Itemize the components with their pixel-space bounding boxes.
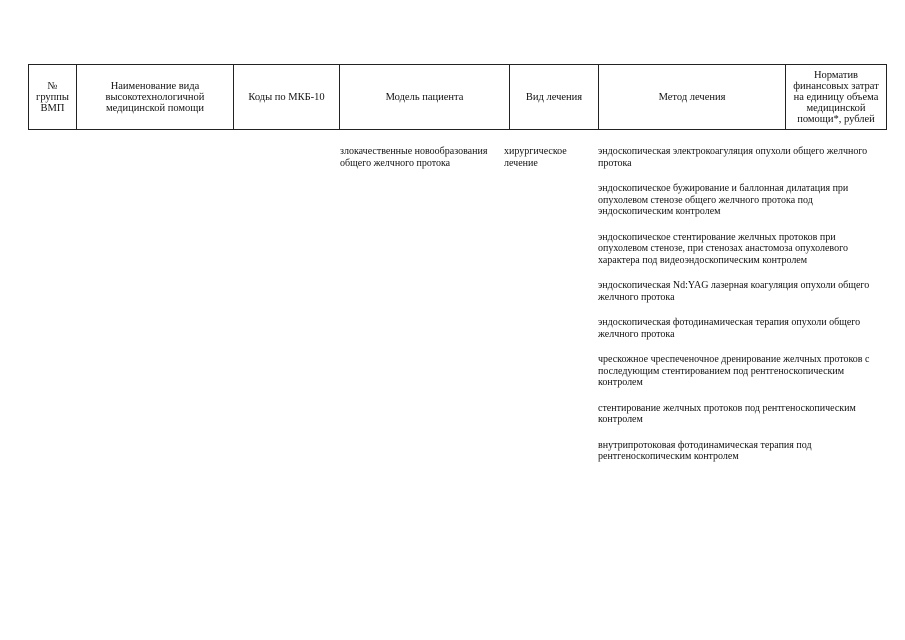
treatment-method-item: чрескожное чреспеченочное дренирование желчных протоков с последующим стентированием под рентгеноскопическим контролем xyxy=(598,354,870,388)
patient-model-cell: злокачественные новообразования общего желчного протока xyxy=(340,146,488,169)
treatment-kind-cell: хирургическое лечение xyxy=(504,146,567,169)
treatment-method-item: эндоскопическая электрокоагуляция опухоли общего желчного протока xyxy=(598,146,868,169)
treatment-method-item: стентирование желчных протоков под рентгеноскопическим контролем xyxy=(598,402,856,425)
header-patient-model: Модель пациента xyxy=(340,65,510,130)
header-table xyxy=(28,64,887,130)
treatment-method-item: внутрипротоковая фотодинамическая терапия под рентгеноскопическим контролем xyxy=(598,439,812,462)
treatment-method-item: эндоскопическая фотодинамическая терапия опухоли общего желчного протока xyxy=(598,317,861,340)
header-treatment-method: Метод лечения xyxy=(599,65,786,130)
header-care-type-name: Наименование вида высокотехнологичной медицинской помощи xyxy=(77,65,234,130)
treatment-method-item: эндоскопическое бужирование и баллонная дилатация при опухолевом стенозе общего желчного протока под эндоскопическим контролем xyxy=(598,183,849,217)
treatment-method-item: эндоскопическая Nd:YAG лазерная коагуляция опухоли общего желчного протока xyxy=(598,280,870,303)
treatment-method-item: эндоскопическое стентирование желчных протоков при опухолевом стенозе, при стенозах анастомоза опухолевого характера под видеоэндоскопическим контролем xyxy=(598,231,848,266)
header-treatment-kind: Вид лечения xyxy=(510,65,599,130)
header-icd-codes: Коды по МКБ-10 xyxy=(234,65,340,130)
header-group-number: № группы ВМП xyxy=(29,65,77,130)
header-cost-norm: Норматив финансовых затрат на единицу объема медицинской помощи*, рублей xyxy=(786,65,887,130)
treatment-methods-list xyxy=(598,146,886,477)
